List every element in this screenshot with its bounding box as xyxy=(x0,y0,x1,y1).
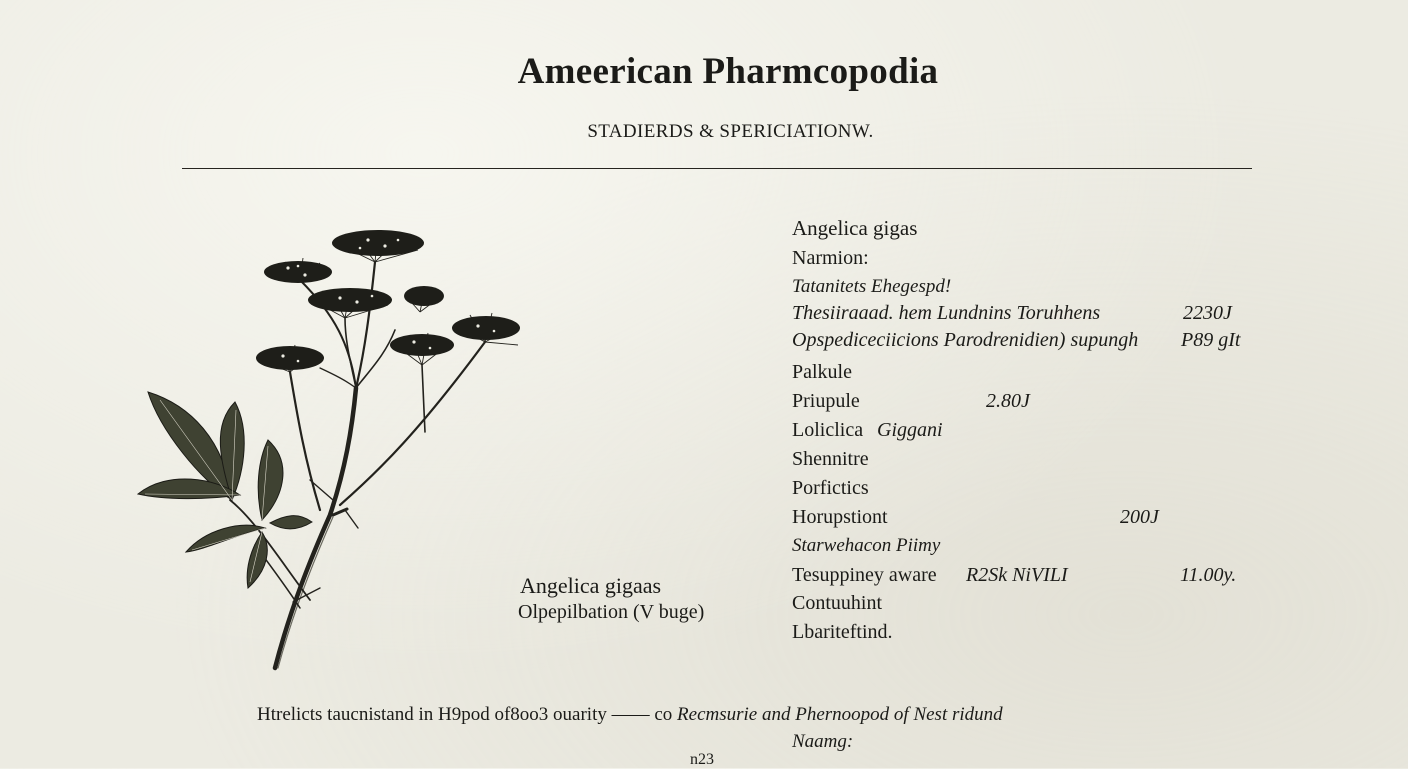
monograph-line-11: Tesuppiney aware xyxy=(792,564,937,586)
document-subtitle: STADIERDS & SPERICIATIONW. xyxy=(587,121,874,142)
monograph-line-7: Shennitre xyxy=(792,448,869,470)
footer-text: Htrelicts taucnistand in H9pod of8oo3 ouarity —— co xyxy=(257,704,673,725)
monograph-line-6: Loliclica xyxy=(792,419,864,441)
monograph-line-1: Tatanitets Ehegespd! xyxy=(792,276,952,297)
monograph-name-label: Narmion: xyxy=(792,247,869,269)
plate-caption-subtitle: Olpepilbation (V buge) xyxy=(518,601,705,623)
footer-line-2: Naamg: xyxy=(792,731,854,752)
header-rule xyxy=(182,168,1252,169)
footer-line xyxy=(257,704,1003,726)
monograph-line-11-value: 11.00y. xyxy=(1180,564,1237,586)
monograph-line-11-italic: R2Sk NiVILI xyxy=(966,564,1068,586)
monograph-line-6-italic: Giggani xyxy=(877,419,943,441)
monograph-line-9: Horupstiont xyxy=(792,506,888,528)
monograph-line-12: Contuuhint xyxy=(792,592,883,614)
monograph-line-8: Porfictics xyxy=(792,477,869,499)
page-number: n23 xyxy=(690,751,714,768)
angelica-plant-illustration xyxy=(130,200,550,680)
monograph-line-5: Priupule xyxy=(792,390,860,412)
monograph-line-13: Lbariteftind. xyxy=(792,621,893,643)
monograph-line-10: Starwehacon Piimy xyxy=(792,535,941,556)
plate-caption-name: Angelica gigaas xyxy=(520,573,662,598)
monograph-line-2-value: 2230J xyxy=(1183,302,1232,324)
monograph-line-2: Thesiiraaad. hem Lundnins Toruhhens xyxy=(792,302,1101,324)
document-title: Ameerican Pharmcopodia xyxy=(517,51,939,92)
monograph-line-3-value: P89 gIt xyxy=(1181,329,1241,351)
monograph-line-3: Opspediceciicions Parodrenidien) supungh xyxy=(792,329,1139,351)
monograph-line-5-value: 2.80J xyxy=(986,390,1030,412)
monograph-line-4: Palkule xyxy=(792,361,852,383)
footer-italic-text: Recmsurie and Phernoopod of Nest ridund xyxy=(677,704,1003,725)
monograph-line-9-value: 200J xyxy=(1120,506,1159,528)
monograph-heading: Angelica gigas xyxy=(792,216,918,240)
